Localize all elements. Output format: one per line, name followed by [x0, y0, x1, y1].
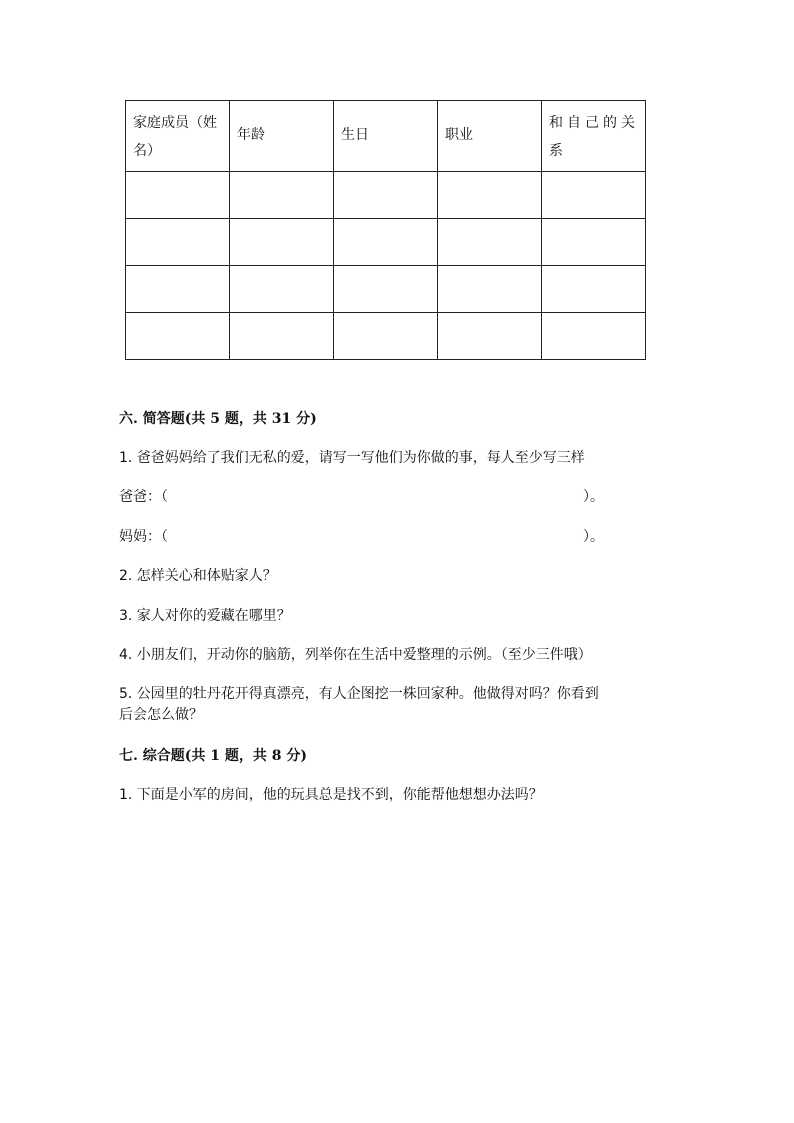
table-cell[interactable] [334, 219, 438, 266]
table-cell[interactable] [126, 313, 230, 360]
mom-close-paren: ）。 [583, 529, 604, 545]
header-age: 年龄 [237, 127, 265, 143]
table-cell[interactable] [230, 219, 334, 266]
table-cell[interactable] [334, 266, 438, 313]
header-job: 职业 [445, 127, 473, 143]
family-members-table [125, 100, 646, 360]
table-cell[interactable] [438, 172, 542, 219]
section-7-title: 七. 综合题(共 1 题，共 8 分) [119, 748, 307, 764]
table-cell[interactable] [438, 266, 542, 313]
question-6-5-line1: 5. 公园里的牡丹花开得真漂亮，有人企图挖一株回家种。他做得对吗？你看到 [119, 686, 599, 702]
header-cell-birthday [334, 101, 438, 172]
dad-label: 爸爸：（ [119, 489, 168, 505]
header-relation-line2: 系 [549, 143, 567, 159]
header-birthday: 生日 [341, 127, 369, 143]
table-row [126, 172, 646, 219]
table-cell[interactable] [230, 313, 334, 360]
table-cell[interactable] [334, 313, 438, 360]
header-cell-relation [542, 101, 646, 172]
table-row [126, 219, 646, 266]
table-cell[interactable] [230, 266, 334, 313]
table-header-row [126, 101, 646, 172]
header-relation-line1: 和自己的关 [549, 115, 639, 131]
question-6-5-line2: 后会怎么做？ [119, 707, 203, 723]
table-row [126, 313, 646, 360]
table-cell[interactable] [334, 172, 438, 219]
header-member-line1: 家庭成员（姓 [133, 115, 217, 131]
table-cell[interactable] [542, 219, 646, 266]
header-cell-job [438, 101, 542, 172]
header-cell-member [126, 101, 230, 172]
header-cell-age [230, 101, 334, 172]
question-6-1: 1. 爸爸妈妈给了我们无私的爱，请写一写他们为你做的事，每人至少写三样 [119, 450, 585, 466]
table-cell[interactable] [542, 172, 646, 219]
mom-label: 妈妈：（ [119, 529, 168, 545]
table-cell[interactable] [230, 172, 334, 219]
question-6-2: 2. 怎样关心和体贴家人？ [119, 568, 277, 584]
header-member-line2: 名） [133, 143, 161, 159]
table-cell[interactable] [126, 266, 230, 313]
table-cell[interactable] [542, 266, 646, 313]
question-6-4: 4. 小朋友们，开动你的脑筋，列举你在生活中爱整理的示例。（至少三件哦） [119, 647, 592, 663]
table-cell[interactable] [542, 313, 646, 360]
section-6-title: 六. 简答题(共 5 题，共 31 分) [119, 411, 317, 427]
table-cell[interactable] [126, 219, 230, 266]
question-6-3: 3. 家人对你的爱藏在哪里？ [119, 608, 291, 624]
table-row [126, 266, 646, 313]
dad-close-paren: ）。 [583, 489, 604, 505]
table-cell[interactable] [438, 313, 542, 360]
question-7-1: 1. 下面是小军的房间，他的玩具总是找不到，你能帮他想想办法吗？ [119, 787, 543, 803]
table-cell[interactable] [126, 172, 230, 219]
table-cell[interactable] [438, 219, 542, 266]
